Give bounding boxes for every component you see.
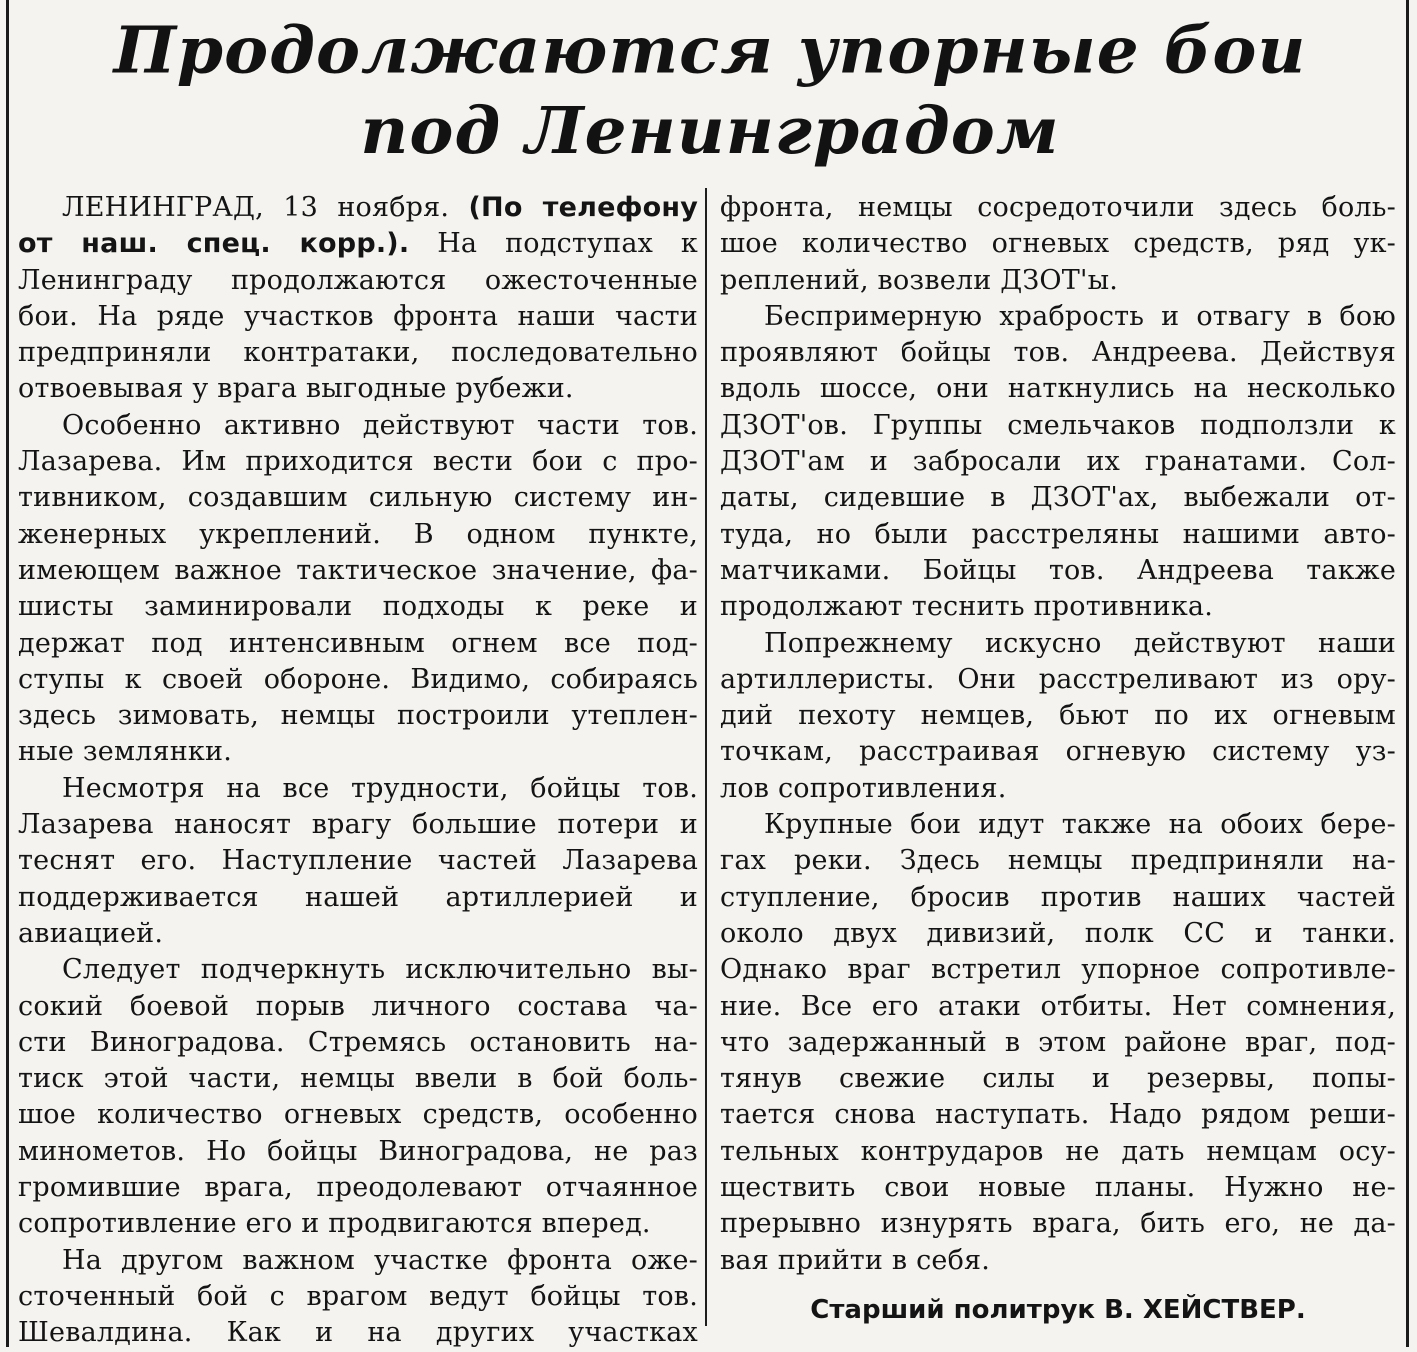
left-column [18,190,698,1352]
dateline-source-a: (По телефону [468,192,698,223]
body-line: Беспримерную храбрость и отвагу в бою [764,300,1396,332]
article-headline [20,10,1400,177]
headline-line-2: под Ленинградом [360,92,1060,169]
body-line: здесь зимовать, немцы построили утеплен- [18,700,698,732]
body-line: авиацией. [18,917,164,949]
body-line: вдоль шоссе, они наткнулись на несколько [720,373,1396,405]
body-line: проявляют бойцы тов. Андреева. Действуя [720,337,1396,369]
body-line: продолжают теснить противника. [720,591,1213,623]
body-line: Однако враг встретил упорное сопротивле- [720,954,1396,986]
body-line: отвоевывая у врага выгодные рубежи. [18,373,574,405]
body-line: поддерживается нашей артиллерией и [18,881,698,913]
column-divider [705,188,707,1326]
body-line: тиск этой части, немцы ввели в бой боль- [18,1063,698,1095]
body-line: даты, сидевшие в ДЗОТ'ах, выбежали от- [720,482,1396,514]
dateline-line-2 [18,226,698,262]
body-line: тивником, создавшим сильную систему ин- [18,482,698,514]
body-line: сокий боевой порыв личного состава ча- [18,990,698,1022]
body-line: гах реки. Здесь немцы предприняли на- [720,845,1396,877]
body-line: сопротивление его и продвигаются вперед. [18,1208,651,1240]
body-line: бои. На ряде участков фронта наши части [18,300,698,332]
body-line: фронта, немцы сосредоточили здесь боль- [720,192,1396,223]
headline-line-1: Продолжаются упорные бои [113,11,1307,89]
body-line: ДЗОТ'ов. Группы смельчаков подползли к [720,409,1396,441]
body-line: около двух дивизий, полк СС и танки. [720,917,1396,949]
body-line: Шевалдина. Как и на других участках [18,1317,698,1349]
body-line: реплений, возвели ДЗОТ'ы. [720,264,1119,296]
body-line: тается снова наступать. Надо рядом реши- [720,1099,1396,1131]
body-line: женерных укреплений. В одном пункте, [18,518,698,550]
body-line: Ленинграду продолжаются ожесточенные [18,264,698,296]
right-column [720,190,1396,1279]
body-line: шисты заминировали подходы к реке и [18,591,698,623]
body-line: шое количество огневых средств, ряд ук- [720,228,1396,260]
body-line: ные землянки. [18,736,232,768]
body-line: сти Виноградова. Стремясь остановить на- [18,1026,698,1058]
body-line: точкам, расстраивая огневую систему уз- [720,736,1396,768]
body-line: тельных контрударов не дать немцам осу- [720,1135,1396,1167]
body-line: прерывно изнурять врага, бить его, не да- [720,1208,1396,1240]
body-line: теснят его. Наступление частей Лазарева [18,845,698,877]
body-line: Лазарева. Им приходится вести бои с про- [18,446,698,478]
body-line: имеющем важное тактическое значение, фа- [18,554,698,586]
right-border-rule [1406,0,1409,1347]
body-line: Следует подчеркнуть исключительно вы- [62,954,698,986]
body-line: держат под интенсивным огнем все под- [18,627,698,659]
body-line: тянув свежие силы и резервы, попы- [720,1063,1396,1095]
right-column-lines [720,190,1396,1279]
left-border-rule [6,0,9,1347]
dateline-source-b: от наш. спец. корр.). [18,228,410,260]
body-line: ступление, бросив против наших частей [720,881,1396,913]
body-line: лов сопротивления. [720,772,1007,804]
body-line: дий пехоту немцев, бьют по их огневым [720,700,1396,732]
body-line: туда, но были расстреляны нашими авто- [720,518,1396,550]
body-line: артиллеристы. Они расстреливают из ору- [720,663,1396,695]
dateline-place-date: ЛЕНИНГРАД, 13 ноября. [62,192,450,223]
body-line: что задержанный в этом районе враг, под- [720,1026,1396,1058]
body-line: ступы к своей обороне. Видимо, собираясь [18,663,698,695]
author-signature: Старший политрук В. ХЕЙСТВЕР. [810,1295,1306,1325]
body-line: Несмотря на все трудности, бойцы тов. [62,772,698,804]
body-line: вая прийти в себя. [720,1244,991,1276]
dateline-line-1 [18,190,698,226]
body-line: ние. Все его атаки отбиты. Нет сомнения, [720,990,1396,1022]
body-line: На другом важном участке фронта оже- [62,1244,698,1276]
body-line: Лазарева наносят врагу большие потери и [18,809,698,841]
left-column-lines [18,263,698,1352]
body-line: матчиками. Бойцы тов. Андреева также [720,554,1396,586]
body-line: предприняли контратаки, последовательно [18,337,698,369]
body-line: ществить свои новые планы. Нужно не- [720,1172,1396,1204]
body-line: громившие врага, преодолевают отчаянное [18,1172,698,1204]
body-line: Крупные бои идут также на обоих бере- [764,809,1396,841]
body-line: ДЗОТ'ам и забросали их гранатами. Сол- [720,446,1396,478]
body-line: Особенно активно действуют части тов. [62,409,698,441]
body-line: минометов. Но бойцы Виноградова, не раз [18,1135,698,1167]
body-line: На подступах к [437,228,698,260]
body-line: Попрежнему искусно действуют наши [764,627,1396,659]
body-line: сточенный бой с врагом ведут бойцы тов. [18,1280,698,1312]
body-line: шое количество огневых средств, особенно [18,1099,698,1131]
